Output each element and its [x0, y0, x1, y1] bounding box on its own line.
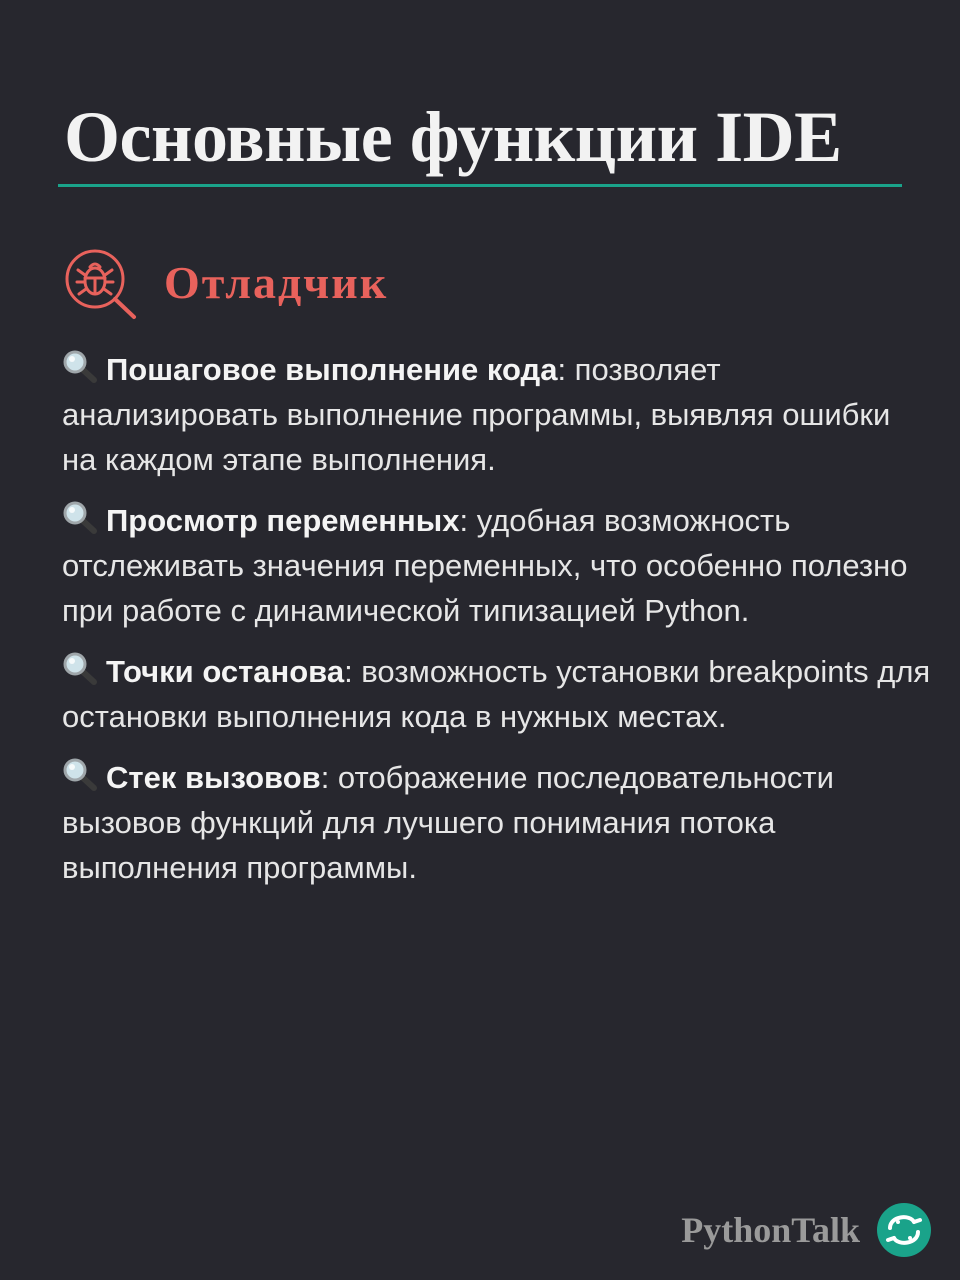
item-term: Точки останова — [106, 654, 345, 689]
list-item — [62, 347, 932, 482]
item-description: : позволяет анализировать выполнение программы, выявляя ошибки на каждом этапе выполнения. — [62, 352, 891, 477]
magnifying-glass-icon — [62, 757, 98, 791]
page-title: Основные функции IDE — [64, 97, 842, 177]
brand-name: PythonTalk — [681, 1210, 860, 1250]
item-description: : отображение последовательности вызовов функций для лучшего понимания потока выполнения программы. — [62, 760, 834, 885]
magnifying-glass-icon — [62, 651, 98, 685]
brand-footer — [681, 1202, 932, 1258]
list-item — [62, 498, 932, 633]
item-description: : возможность установки breakpoints для остановки выполнения кода в нужных местах. — [62, 654, 931, 734]
list-item — [62, 755, 932, 890]
item-description: : удобная возможность отслеживать значения переменных, что особенно полезно при работе с динамической типизацией Python. — [62, 503, 908, 628]
bug-magnifier-icon — [62, 248, 142, 320]
pythontalk-logo-icon — [876, 1202, 932, 1258]
section-title: Отладчик — [164, 257, 389, 308]
list-item — [62, 649, 932, 739]
feature-list — [62, 347, 932, 906]
item-term: Просмотр переменных — [106, 503, 460, 538]
item-term: Стек вызовов — [106, 760, 321, 795]
title-divider — [58, 184, 902, 187]
magnifying-glass-icon — [62, 349, 98, 383]
magnifying-glass-icon — [62, 500, 98, 534]
item-term: Пошаговое выполнение кода — [106, 352, 558, 387]
